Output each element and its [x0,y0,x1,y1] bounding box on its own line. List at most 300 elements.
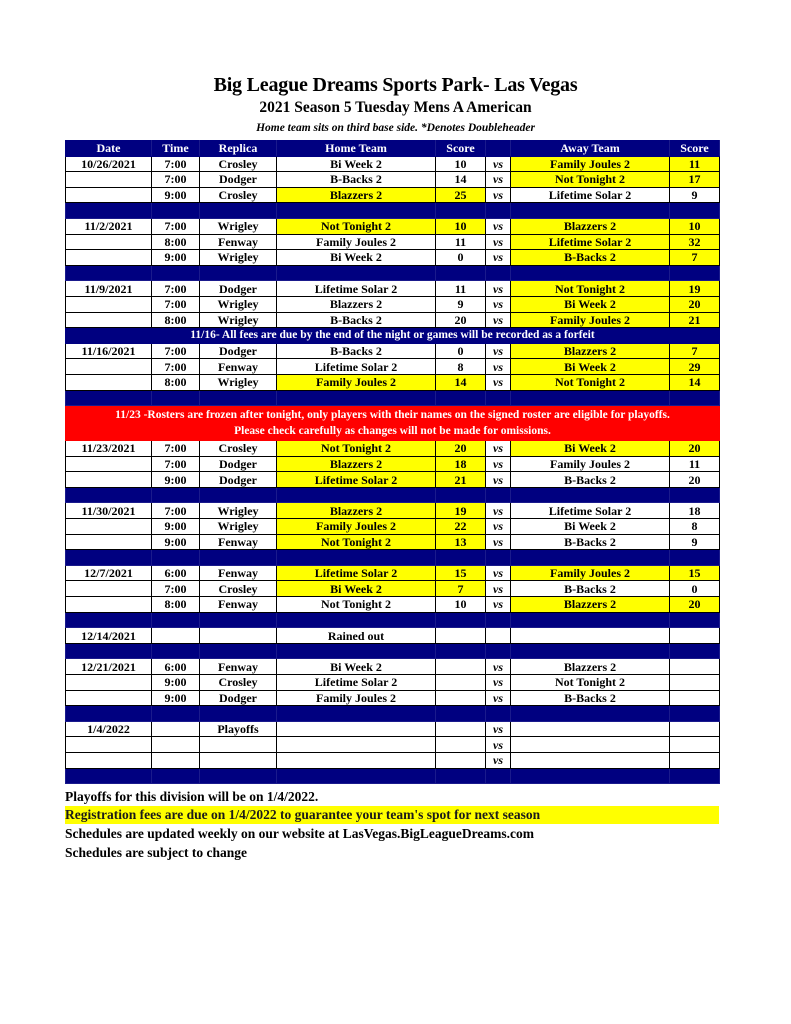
separator-cell [670,265,720,281]
col-header-home-score: Score [436,141,486,157]
separator-row [66,390,720,406]
vs-label: vs [486,456,511,472]
away-score: 17 [670,172,720,188]
home-score: 20 [436,312,486,328]
home-score: 8 [436,359,486,375]
game-date: 11/23/2021 [66,441,152,457]
game-replica-field: Dodger [200,172,277,188]
game-replica-field: Fenway [200,597,277,613]
vs-label: vs [486,659,511,675]
separator-cell [670,390,720,406]
game-date [66,296,152,312]
separator-cell [277,768,436,784]
away-score: 9 [670,187,720,203]
away-team: Blazzers 2 [511,343,670,359]
vs-label: vs [486,281,511,297]
separator-cell [670,612,720,628]
game-date [66,172,152,188]
home-team: B-Backs 2 [277,172,436,188]
schedule-body [66,156,720,784]
game-row [66,281,720,297]
away-score: 0 [670,581,720,597]
game-replica-field: Crosley [200,441,277,457]
game-row [66,690,720,706]
separator-cell [436,643,486,659]
away-team: B-Backs 2 [511,534,670,550]
page-subtitle: 2021 Season 5 Tuesday Mens A American [259,99,532,116]
away-team: Lifetime Solar 2 [511,234,670,250]
vs-label: vs [486,374,511,390]
away-team: Blazzers 2 [511,218,670,234]
game-date [66,234,152,250]
roster-alert [66,406,720,441]
separator-cell [670,706,720,722]
home-team: B-Backs 2 [277,343,436,359]
game-replica-field: Fenway [200,534,277,550]
game-time [152,752,200,768]
game-row [66,343,720,359]
separator-row [66,706,720,722]
home-team: Blazzers 2 [277,456,436,472]
separator-cell [66,390,152,406]
vs-label: vs [486,218,511,234]
col-header-time: Time [152,141,200,157]
away-team: Family Joules 2 [511,312,670,328]
vs-label: vs [486,675,511,691]
separator-cell [200,265,277,281]
away-score [670,752,720,768]
col-header-away-team: Away Team [511,141,670,157]
game-replica-field: Crosley [200,675,277,691]
away-score [670,721,720,737]
game-replica-field: Wrigley [200,503,277,519]
game-row [66,581,720,597]
separator-cell [66,487,152,503]
game-row [66,628,720,644]
game-replica-field: Crosley [200,581,277,597]
home-score: 20 [436,441,486,457]
home-team: Not Tonight 2 [277,534,436,550]
away-team: B-Backs 2 [511,472,670,488]
home-team [277,721,436,737]
game-time: 8:00 [152,374,200,390]
away-team: Bi Week 2 [511,441,670,457]
separator-cell [670,487,720,503]
separator-cell [436,487,486,503]
away-team [511,752,670,768]
game-date [66,312,152,328]
vs-label [486,628,511,644]
game-row [66,312,720,328]
game-row [66,441,720,457]
game-time: 8:00 [152,312,200,328]
game-replica-field [200,737,277,753]
away-score: 8 [670,519,720,535]
game-replica-field: Wrigley [200,519,277,535]
separator-cell [152,265,200,281]
separator-cell [511,203,670,219]
separator-cell [152,643,200,659]
vs-label: vs [486,296,511,312]
separator-cell [486,203,511,219]
game-row [66,234,720,250]
separator-cell [486,550,511,566]
game-time [152,628,200,644]
game-date [66,581,152,597]
separator-cell [670,768,720,784]
vs-label: vs [486,472,511,488]
home-score [436,737,486,753]
home-team: Not Tonight 2 [277,218,436,234]
game-row [66,172,720,188]
game-row [66,296,720,312]
game-time: 7:00 [152,581,200,597]
away-team: Not Tonight 2 [511,281,670,297]
vs-label: vs [486,172,511,188]
vs-label: vs [486,250,511,266]
col-header-vs [486,141,511,157]
separator-cell [152,390,200,406]
home-score: 10 [436,156,486,172]
game-row [66,187,720,203]
game-time: 7:00 [152,359,200,375]
schedule-table [65,140,720,784]
away-score: 20 [670,597,720,613]
separator-cell [152,706,200,722]
game-row [66,519,720,535]
separator-cell [277,612,436,628]
game-row [66,218,720,234]
away-team: Blazzers 2 [511,659,670,675]
separator-cell [436,265,486,281]
game-row [66,374,720,390]
game-date [66,534,152,550]
separator-cell [511,390,670,406]
separator-cell [200,390,277,406]
away-team: Not Tonight 2 [511,675,670,691]
vs-label: vs [486,534,511,550]
vs-label: vs [486,343,511,359]
home-score: 10 [436,218,486,234]
game-row [66,659,720,675]
table-header-row [66,141,720,157]
vs-label: vs [486,234,511,250]
game-row [66,597,720,613]
game-date: 11/16/2021 [66,343,152,359]
home-score: 0 [436,343,486,359]
game-replica-field: Dodger [200,472,277,488]
game-date [66,675,152,691]
separator-cell [66,265,152,281]
footer-subject-note: Schedules are subject to change [65,845,247,860]
game-replica-field: Fenway [200,659,277,675]
separator-cell [200,550,277,566]
home-team: Family Joules 2 [277,690,436,706]
separator-cell [277,487,436,503]
separator-cell [486,612,511,628]
separator-cell [511,643,670,659]
game-replica-field [200,628,277,644]
away-score: 7 [670,250,720,266]
separator-cell [200,706,277,722]
separator-cell [277,643,436,659]
separator-cell [200,612,277,628]
away-team: Blazzers 2 [511,597,670,613]
away-team: Bi Week 2 [511,359,670,375]
away-score: 18 [670,503,720,519]
game-replica-field: Wrigley [200,374,277,390]
separator-cell [200,768,277,784]
separator-row [66,768,720,784]
footer-registration-note: Registration fees are due on 1/4/2022 to guarantee your team's spot for next season [65,806,719,824]
separator-cell [670,203,720,219]
header-note: Home team sits on third base side. *Denotes Doubleheader [256,122,535,134]
separator-cell [670,550,720,566]
away-score: 9 [670,534,720,550]
separator-row [66,643,720,659]
footer-website-note: Schedules are updated weekly on our website at LasVegas.BigLeagueDreams.com [65,826,535,841]
game-replica-field: Playoffs [200,721,277,737]
game-replica-field: Fenway [200,359,277,375]
game-date: 1/4/2022 [66,721,152,737]
home-score: 21 [436,472,486,488]
game-time: 9:00 [152,250,200,266]
away-team: Not Tonight 2 [511,172,670,188]
separator-cell [66,768,152,784]
fees-banner-row [66,328,720,344]
home-score [436,690,486,706]
home-team: Blazzers 2 [277,503,436,519]
game-replica-field: Dodger [200,343,277,359]
game-time: 9:00 [152,187,200,203]
away-team: Family Joules 2 [511,565,670,581]
away-team [511,721,670,737]
away-team: Bi Week 2 [511,519,670,535]
game-replica-field [200,752,277,768]
fees-banner: 11/16- All fees are due by the end of the night or games will be recorded as a forfeit [66,328,720,344]
home-team: Not Tonight 2 [277,441,436,457]
away-score: 19 [670,281,720,297]
separator-cell [511,612,670,628]
col-header-home-team: Home Team [277,141,436,157]
separator-cell [277,390,436,406]
home-score: 10 [436,597,486,613]
home-team: B-Backs 2 [277,312,436,328]
game-date [66,737,152,753]
away-score: 21 [670,312,720,328]
vs-label: vs [486,752,511,768]
home-score: 14 [436,374,486,390]
home-team [277,752,436,768]
home-team: Family Joules 2 [277,234,436,250]
roster-alert-row [66,406,720,441]
home-team: Not Tonight 2 [277,597,436,613]
game-date [66,752,152,768]
game-date [66,374,152,390]
separator-row [66,265,720,281]
away-score [670,659,720,675]
away-team: Family Joules 2 [511,156,670,172]
away-score [670,628,720,644]
away-score [670,690,720,706]
home-team: Lifetime Solar 2 [277,675,436,691]
separator-cell [66,706,152,722]
game-time: 8:00 [152,597,200,613]
game-row [66,737,720,753]
away-score: 20 [670,472,720,488]
col-header-replica: Replica [200,141,277,157]
game-date: 11/30/2021 [66,503,152,519]
separator-cell [152,487,200,503]
game-replica-field: Crosley [200,156,277,172]
game-replica-field: Wrigley [200,218,277,234]
vs-label: vs [486,187,511,203]
game-date: 12/14/2021 [66,628,152,644]
home-score: 15 [436,565,486,581]
game-time: 7:00 [152,172,200,188]
home-score: 25 [436,187,486,203]
home-team: Bi Week 2 [277,659,436,675]
game-date [66,597,152,613]
home-team: Lifetime Solar 2 [277,565,436,581]
separator-cell [436,612,486,628]
separator-cell [152,203,200,219]
home-score [436,659,486,675]
away-score: 32 [670,234,720,250]
separator-cell [486,390,511,406]
game-time: 7:00 [152,456,200,472]
roster-alert-line-2: Please check carefully as changes will not be made for omissions. [234,425,551,438]
separator-cell [486,265,511,281]
separator-cell [277,265,436,281]
separator-cell [66,203,152,219]
vs-label: vs [486,503,511,519]
separator-cell [436,390,486,406]
away-score: 20 [670,441,720,457]
away-team: Not Tonight 2 [511,374,670,390]
away-team: Family Joules 2 [511,456,670,472]
game-row [66,565,720,581]
separator-cell [511,265,670,281]
separator-cell [436,203,486,219]
home-score: 11 [436,281,486,297]
game-date [66,359,152,375]
game-row [66,534,720,550]
separator-cell [486,487,511,503]
away-team [511,737,670,753]
home-score: 13 [436,534,486,550]
separator-row [66,612,720,628]
game-date [66,187,152,203]
vs-label: vs [486,441,511,457]
game-row [66,156,720,172]
separator-cell [200,487,277,503]
col-header-date: Date [66,141,152,157]
game-row [66,250,720,266]
separator-cell [436,768,486,784]
game-date [66,690,152,706]
home-team: Bi Week 2 [277,581,436,597]
separator-cell [486,768,511,784]
game-row [66,752,720,768]
vs-label: vs [486,690,511,706]
separator-cell [486,706,511,722]
home-team: Rained out [277,628,436,644]
game-time: 9:00 [152,534,200,550]
separator-cell [200,643,277,659]
separator-cell [152,768,200,784]
away-score: 14 [670,374,720,390]
separator-row [66,550,720,566]
game-time: 9:00 [152,675,200,691]
game-row [66,359,720,375]
col-header-away-score: Score [670,141,720,157]
away-score: 20 [670,296,720,312]
away-score [670,675,720,691]
game-time: 7:00 [152,503,200,519]
game-time: 8:00 [152,234,200,250]
home-score: 0 [436,250,486,266]
home-score: 18 [436,456,486,472]
separator-cell [66,643,152,659]
home-team: Lifetime Solar 2 [277,472,436,488]
game-time [152,721,200,737]
separator-cell [511,487,670,503]
game-row [66,675,720,691]
home-score: 14 [436,172,486,188]
vs-label: vs [486,565,511,581]
separator-cell [277,706,436,722]
game-replica-field: Crosley [200,187,277,203]
game-row [66,721,720,737]
game-time: 7:00 [152,281,200,297]
home-team: Family Joules 2 [277,519,436,535]
game-replica-field: Dodger [200,456,277,472]
separator-row [66,203,720,219]
home-team [277,737,436,753]
home-score: 19 [436,503,486,519]
game-date: 10/26/2021 [66,156,152,172]
home-team: Blazzers 2 [277,187,436,203]
game-time: 9:00 [152,690,200,706]
vs-label: vs [486,519,511,535]
game-date [66,472,152,488]
home-score: 7 [436,581,486,597]
game-replica-field: Wrigley [200,296,277,312]
home-score: 22 [436,519,486,535]
game-time: 9:00 [152,472,200,488]
game-replica-field: Wrigley [200,250,277,266]
separator-cell [66,612,152,628]
away-team: Bi Week 2 [511,296,670,312]
away-score [670,737,720,753]
away-score: 7 [670,343,720,359]
game-date [66,456,152,472]
roster-alert-line-1: 11/23 -Rosters are frozen after tonight, only players with their names on the signed roster are eligible for playoffs. [115,409,670,422]
game-time: 7:00 [152,296,200,312]
home-team: Lifetime Solar 2 [277,359,436,375]
game-date [66,519,152,535]
game-date [66,250,152,266]
home-team: Blazzers 2 [277,296,436,312]
vs-label: vs [486,721,511,737]
home-score [436,628,486,644]
away-score: 15 [670,565,720,581]
game-date: 11/9/2021 [66,281,152,297]
game-date: 12/21/2021 [66,659,152,675]
separator-cell [670,643,720,659]
game-row [66,456,720,472]
